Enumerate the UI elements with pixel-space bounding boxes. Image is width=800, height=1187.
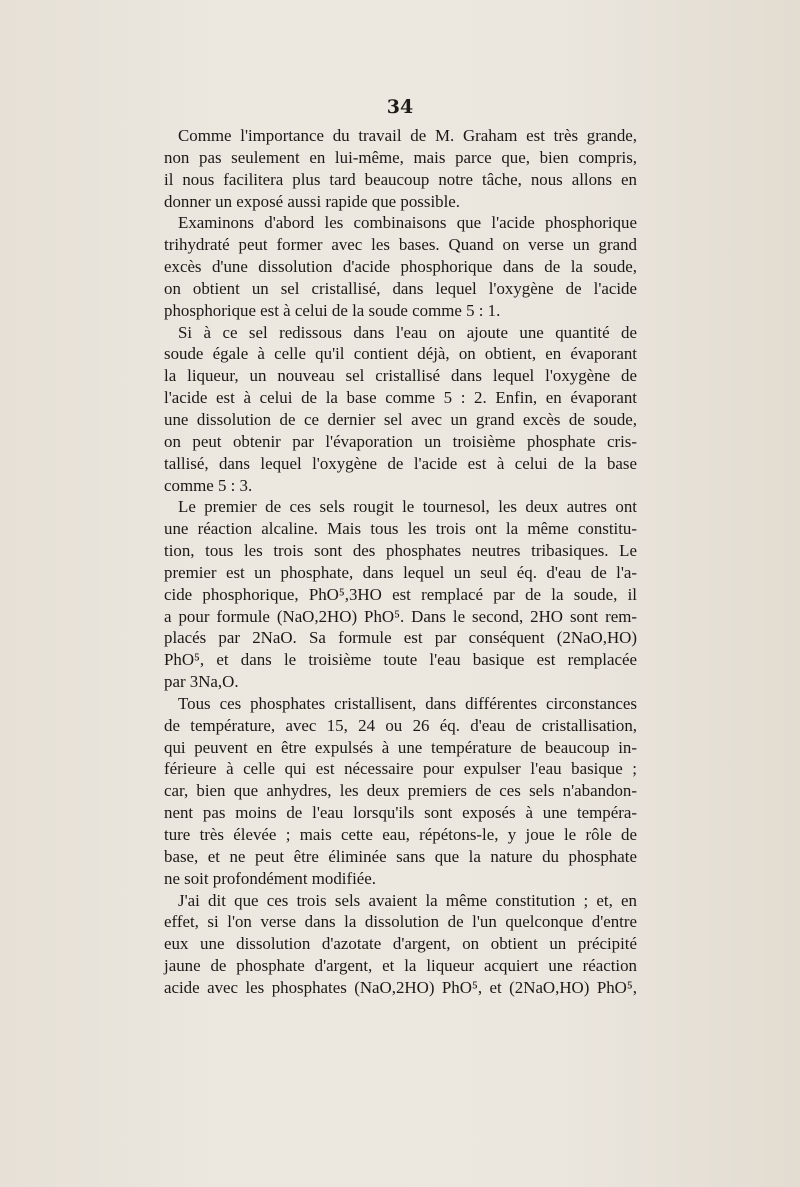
text-line: on peut obtenir par l'évaporation un troisième phosphate cris- (164, 431, 637, 451)
text-line: tion, tous les trois sont des phosphates neutres tribasiques. Le (164, 541, 637, 561)
text-line: base, et ne peut être éliminée sans que la nature du phosphate (164, 846, 637, 866)
paragraph (164, 212, 637, 321)
paragraph (164, 890, 637, 999)
text-line: acide avec les phosphates (NaO,2HO) PhO⁵, et (2NaO,HO) PhO⁵, (164, 977, 637, 997)
text-line: donner un exposé aussi rapide que possible. (164, 191, 460, 211)
text-line: tallisé, dans lequel l'oxygène de l'acide est à celui de la base (164, 453, 637, 473)
text-line: ture très élevée ; mais cette eau, répétons-le, y joue le rôle de (164, 825, 637, 844)
text-line: phosphorique est à celui de la soude comme 5 : 1. (164, 300, 501, 320)
text-line: Si à ce sel redissous dans l'eau on ajoute une quantité de (178, 322, 637, 342)
paragraph (164, 322, 637, 497)
text-line: férieure à celle qui est nécessaire pour expulser l'eau basique ; (164, 759, 637, 779)
text-line: Le premier de ces sels rougit le tournesol, les deux autres ont (178, 497, 637, 517)
text-line: de température, avec 15, 24 ou 26 éq. d'eau de cristallisation, (164, 715, 637, 735)
text-line: jaune de phosphate d'argent, et la liqueur acquiert une réaction (164, 956, 637, 976)
text-line: eux une dissolution d'azotate d'argent, on obtient un précipité (164, 934, 637, 954)
text-line: Comme l'importance du travail de M. Graham est très grande, (178, 126, 637, 145)
text-line: car, bien que anhydres, les deux premiers de ces sels n'abandon- (164, 781, 637, 801)
text-line: trihydraté peut former avec les bases. Quand on verse un grand (164, 235, 637, 255)
text-line: effet, si l'on verse dans la dissolution de l'un quelconque d'entre (164, 912, 637, 932)
text-line: excès d'une dissolution d'acide phosphorique dans de la soude, (164, 257, 637, 277)
text-line: il nous facilitera plus tard beaucoup notre tâche, nous allons en (164, 169, 637, 189)
body-text (164, 125, 637, 999)
text-line: placés par 2NaO. Sa formule est par conséquent (2NaO,HO) (164, 628, 637, 648)
page-number: 34 (386, 96, 414, 118)
text-line: nent pas moins de l'eau lorsqu'ils sont exposés à une tempéra- (164, 803, 637, 823)
text-line: premier est un phosphate, dans lequel un seul éq. d'eau de l'a- (164, 562, 637, 582)
text-line: comme 5 : 3. (164, 475, 253, 495)
paragraph (164, 496, 637, 693)
text-line: ne soit profondément modifiée. (164, 868, 377, 888)
text-line: par 3Na,O. (164, 672, 239, 692)
text-line: qui peuvent en être expulsés à une température de beaucoup in- (164, 737, 637, 757)
text-line: Examinons d'abord les combinaisons que l'acide phosphorique (178, 213, 637, 233)
paragraph (164, 693, 637, 890)
text-line: non pas seulement en lui-même, mais parce que, bien compris, (164, 147, 637, 167)
text-line: l'acide est à celui de la base comme 5 : 2. Enfin, en évaporant (164, 388, 637, 408)
text-line: soude égale à celle qu'il contient déjà, on obtient, en évaporant (164, 344, 637, 364)
text-line: PhO⁵, et dans le troisième toute l'eau basique est remplacée (164, 650, 637, 670)
text-line: a pour formule (NaO,2HO) PhO⁵. Dans le second, 2HO sont rem- (164, 606, 637, 626)
paragraph (164, 125, 637, 212)
text-line: J'ai dit que ces trois sels avaient la même constitution ; et, en (178, 890, 637, 910)
text-line: Tous ces phosphates cristallisent, dans différentes circonstances (178, 693, 637, 713)
text-line: une réaction alcaline. Mais tous les trois ont la même constitu- (164, 519, 637, 539)
text-line: une dissolution de ce dernier sel avec un grand excès de soude, (164, 409, 637, 429)
text-line: cide phosphorique, PhO⁵,3HO est remplacé par de la soude, il (164, 584, 637, 604)
text-line: la liqueur, un nouveau sel cristallisé dans lequel l'oxygène de (164, 366, 637, 386)
text-line: on obtient un sel cristallisé, dans lequel l'oxygène de l'acide (164, 278, 637, 298)
